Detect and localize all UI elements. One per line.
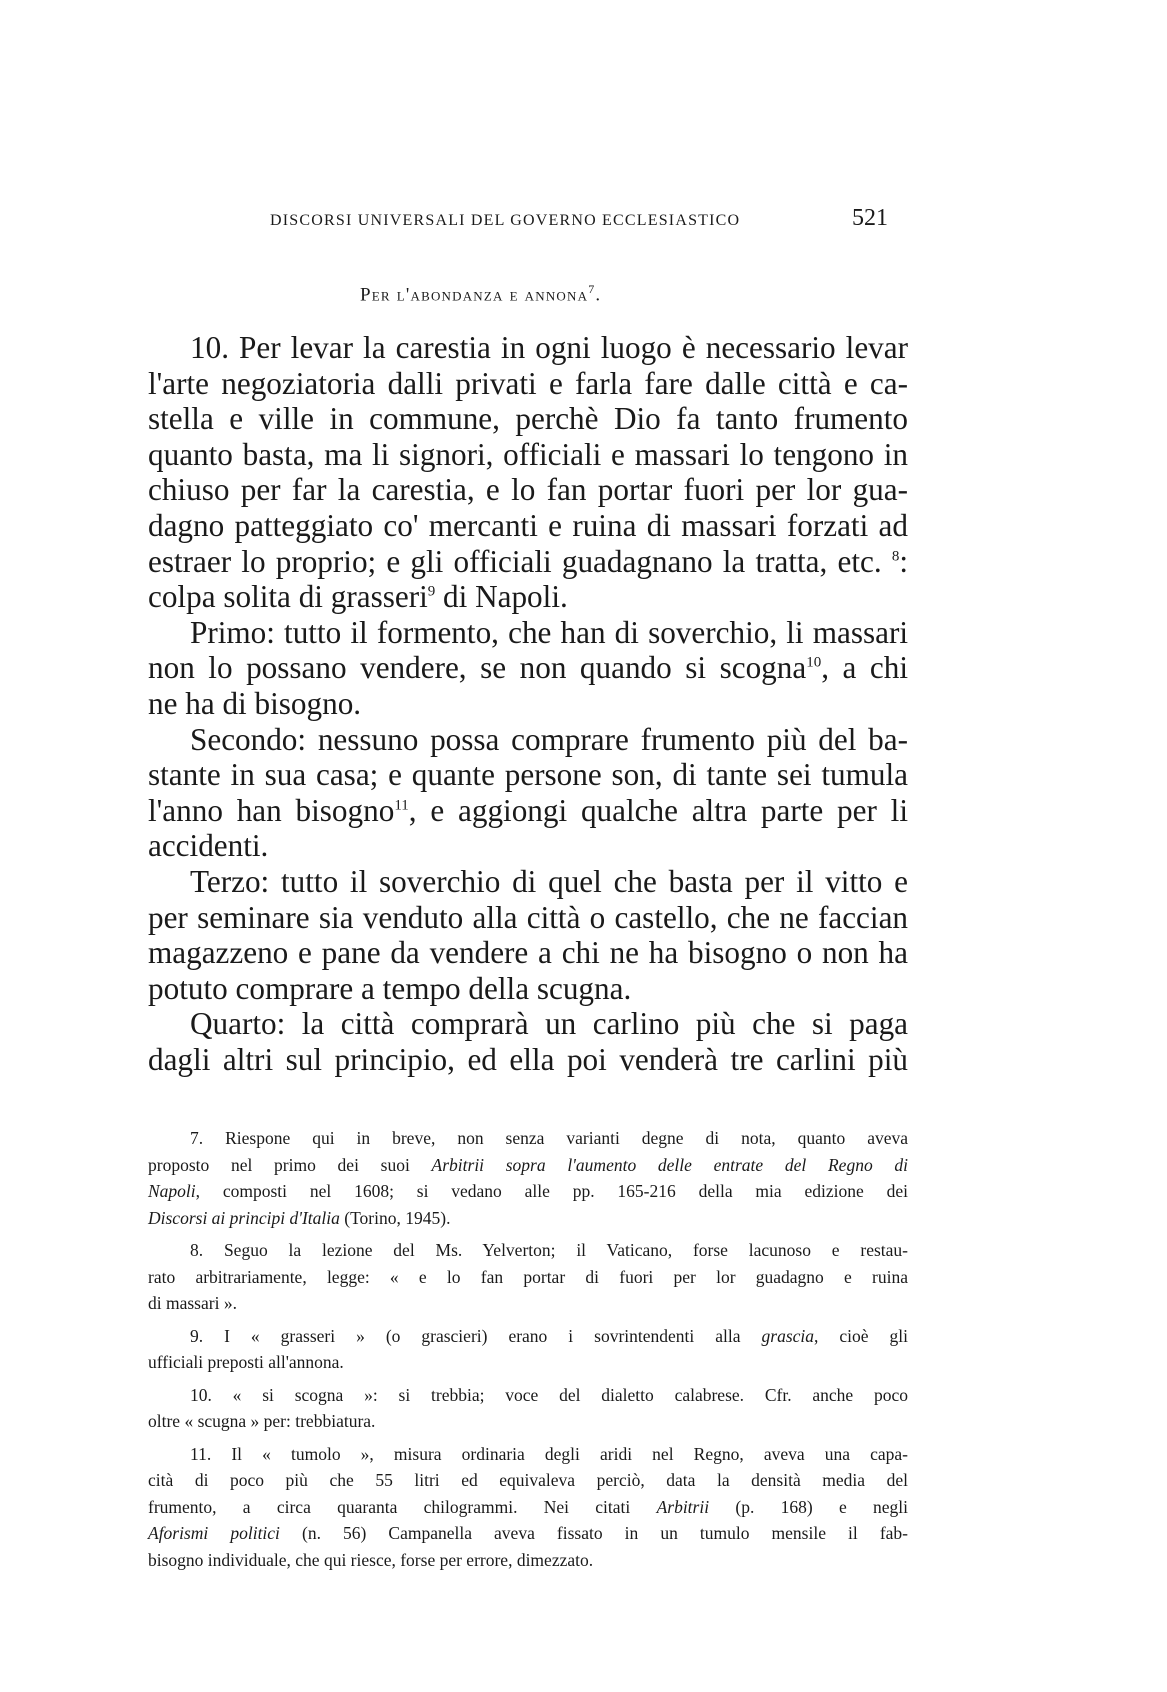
footnotes	[148, 1125, 908, 1573]
section-title-suffix: .	[595, 284, 602, 306]
footnote-10-line: oltre « scugna » per: trebbiatura.	[148, 1411, 376, 1431]
body-line-text: estraer lo proprio; e gli officiali guadagnano la tratta, etc.	[148, 543, 882, 579]
body-line: per seminare sia venduto alla città o castello, che ne faccian	[148, 899, 908, 935]
body-line: Primo: tutto il formento, che han di soverchio, li massari	[190, 614, 908, 650]
body-line	[148, 544, 908, 580]
section-title-text: Per l'abondanza e annona	[360, 284, 589, 306]
footnote-11-line	[148, 1494, 908, 1521]
body-line-tail: , a chi	[821, 650, 908, 686]
footnote-ref-11: 11	[394, 797, 409, 814]
body-line	[148, 793, 908, 829]
footnote-italic: Discorsi ai principi d'Italia	[148, 1207, 340, 1228]
footnote-text: (n. 56) Campanella aveva fissato in un tumulo mensile il fab-	[279, 1523, 908, 1543]
footnote-ref-8: 8	[891, 548, 900, 565]
footnote-7-line	[148, 1152, 908, 1179]
running-head: DISCORSI UNIVERSALI DEL GOVERNO ECCLESIASTICO	[270, 212, 741, 229]
footnote-italic: grascia	[761, 1325, 815, 1346]
body-line	[148, 579, 908, 615]
body-line: quanto basta, ma li signori, officiali e massari lo tengono in	[148, 436, 908, 472]
body-line: stante in sua casa; e quante persone son, di tante sei tumula	[148, 757, 908, 793]
body-line: dagli altri sul principio, ed ella poi venderà tre carlini più	[148, 1041, 908, 1077]
footnote-text: proposto nel primo dei suoi	[148, 1154, 432, 1175]
footnote-11-line: 11. Il « tumolo », misura ordinaria degli aridi nel Regno, aveva una capa-	[190, 1443, 908, 1464]
footnote-ref-7: 7	[588, 282, 596, 296]
body-line-tail: :	[899, 543, 908, 579]
footnote-text: (p. 168) e negli	[709, 1496, 908, 1517]
body-line-text: colpa solita di grasseri	[148, 579, 428, 615]
body-line: stella e ville in commune, perchè Dio fa tanto frumento	[148, 401, 908, 437]
body-line: l'arte negoziatoria dalli privati e farla fare dalle città e ca-	[148, 365, 908, 401]
footnote-text: , composti nel 1608; si vedano alle pp. 165-216 della mia edizione dei	[195, 1181, 908, 1201]
footnote-8-line: 8. Seguo la lezione del Ms. Yelverton; il Vaticano, forse lacunoso e restau-	[190, 1240, 908, 1260]
body-line: potuto comprare a tempo della scugna.	[148, 970, 632, 1006]
footnote-7-line	[148, 1178, 908, 1205]
footnote-ref-9: 9	[427, 583, 436, 600]
body-text	[148, 330, 908, 1077]
body-line	[148, 650, 908, 686]
footnote-ref-10: 10	[806, 654, 822, 671]
body-line: Quarto: la città comprarà un carlino più che si paga	[190, 1006, 908, 1042]
footnote-10-line: 10. « si scogna »: si trebbia; voce del dialetto calabrese. Cfr. anche poco	[190, 1384, 908, 1405]
body-line: dagno patteggiato co' mercanti e ruina di massari forzati ad	[148, 507, 908, 543]
body-line-tail: di Napoli.	[435, 579, 568, 615]
footnote-11-line: bisogno individuale, che qui riesce, forse per errore, dimezzato.	[148, 1549, 594, 1570]
footnote-11-line: cità di poco più che 55 litri ed equivaleva perciò, data la densità media del	[148, 1470, 908, 1490]
footnote-italic: Aforismi politici	[148, 1523, 280, 1543]
footnote-11-line	[148, 1520, 908, 1547]
footnote-9-line	[148, 1323, 908, 1350]
body-line: magazzeno e pane da vendere a chi ne ha bisogno o non ha	[148, 935, 908, 971]
footnote-text: 9. I « grasseri » (o grascieri) erano i sovrintendenti alla	[190, 1325, 762, 1346]
body-line: accidenti.	[148, 828, 269, 864]
footnote-italic: Arbitrii sopra l'aumento delle entrate del Regno di	[431, 1154, 909, 1175]
body-line: 10. Per levar la carestia in ogni luogo è necessario levar	[190, 330, 908, 365]
page-number: 521	[852, 205, 888, 231]
footnote-text: frumento, a circa quaranta chilogrammi. Nei citati	[148, 1496, 657, 1517]
body-line-tail: , e aggiongi qualche altra parte per li	[408, 792, 908, 828]
body-line-text: l'anno han bisogno	[148, 792, 395, 828]
body-line: ne ha di bisogno.	[148, 685, 362, 721]
footnote-text: (Torino, 1945).	[339, 1207, 451, 1228]
footnote-italic: Arbitrii	[656, 1496, 710, 1517]
body-line: Secondo: nessuno possa comprare frumento più del ba-	[190, 721, 908, 757]
body-line-text: non lo possano vendere, se non quando si scogna	[148, 650, 807, 686]
footnote-7-line	[148, 1205, 908, 1232]
footnote-8-line: di massari ».	[148, 1293, 237, 1313]
footnote-8-line: rato arbitrariamente, legge: « e lo fan portar di fuori per lor guadagno e ruina	[148, 1266, 908, 1287]
footnote-text: , cioè gli	[814, 1325, 908, 1346]
section-title	[360, 282, 601, 306]
body-line: chiuso per far la carestia, e lo fan portar fuori per lor gua-	[148, 472, 908, 508]
footnote-7-line: 7. Riespone qui in breve, non senza varianti degne di nota, quanto aveva	[190, 1128, 908, 1148]
body-line: Terzo: tutto il soverchio di quel che basta per il vitto e	[190, 863, 908, 899]
footnote-italic: Napoli	[148, 1181, 196, 1201]
footnote-9-line: ufficiali preposti all'annona.	[148, 1352, 344, 1372]
